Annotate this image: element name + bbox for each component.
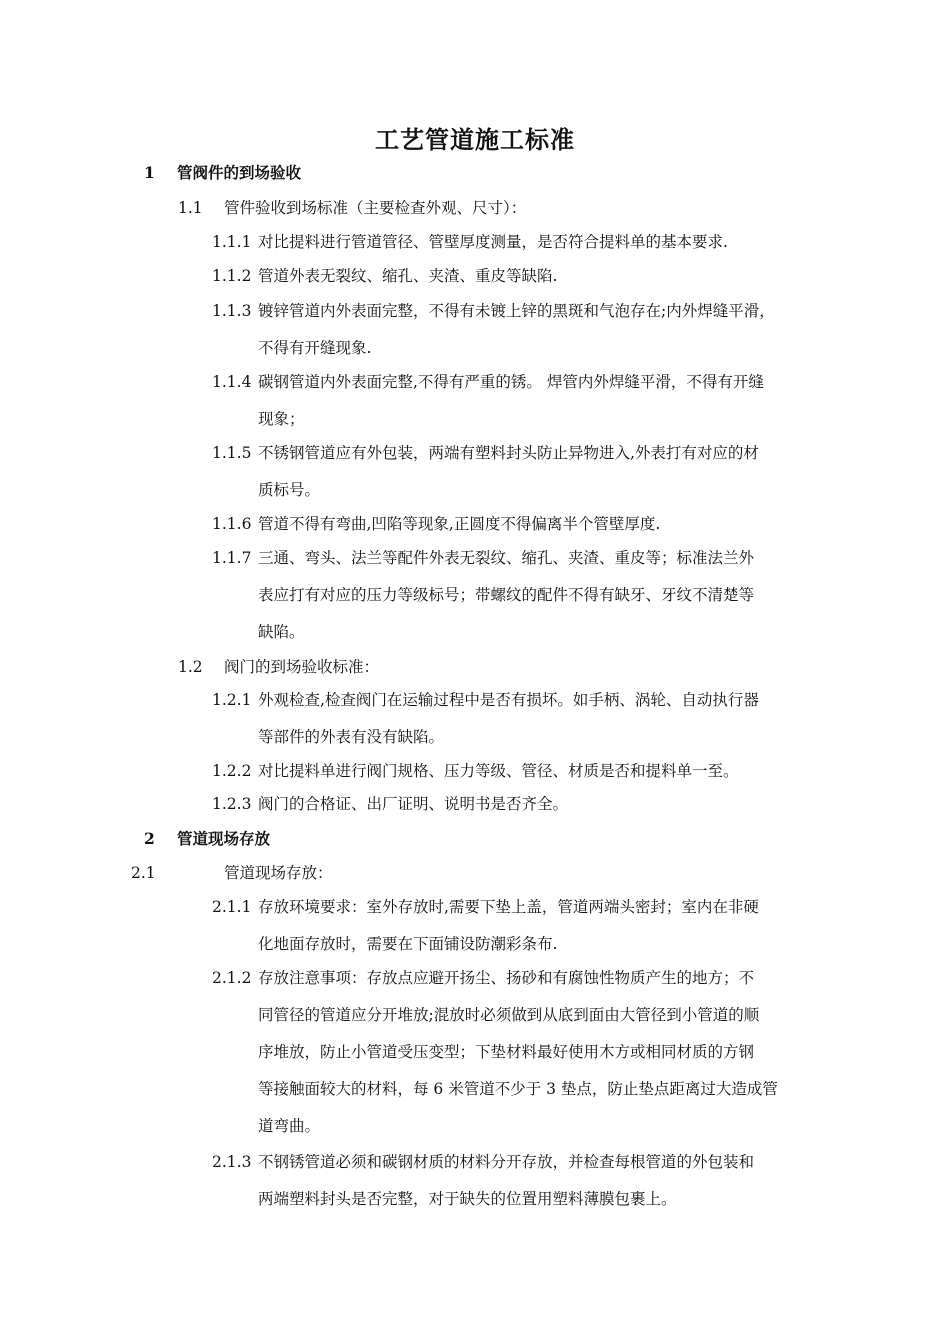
subsection-label: 管件验收到场标准（主要检查外观、尺寸）： (224, 199, 527, 217)
item-text-continuation: 等接触面较大的材料，每 6 米管道不少于 3 垫点，防止垫点距离过大造成管 (258, 1080, 778, 1098)
item-text-continuation: 道弯曲。 (258, 1117, 321, 1135)
item-text-continuation: 等部件的外表有没有缺陷。 (258, 728, 445, 746)
section-label: 管道现场存放 (177, 829, 271, 848)
item-number: 1.1.5 (212, 444, 252, 462)
subsection-number: 1.1 (178, 199, 203, 217)
subsection-number: 1.2 (178, 658, 203, 676)
item-text: 镀锌管道内外表面完整，不得有未镀上锌的黑斑和气泡存在;内外焊缝平滑， (258, 302, 775, 320)
item-text-continuation: 质标号。 (258, 481, 321, 499)
item-text-continuation: 同管径的管道应分开堆放;混放时必须做到从底到面由大管径到小管道的顺 (258, 1006, 760, 1024)
item-text-continuation: 现象； (258, 410, 305, 428)
item-text: 阀门的合格证、出厂证明、说明书是否齐全。 (258, 795, 569, 813)
item-text-continuation: 化地面存放时，需要在下面铺设防潮彩条布. (258, 935, 558, 953)
document-title: 工艺管道施工标准 (375, 125, 575, 154)
item-text: 外观检查,检查阀门在运输过程中是否有损坏。如手柄、涡轮、自动执行器 (258, 691, 759, 709)
item-number: 1.1.4 (212, 373, 252, 391)
item-text-continuation: 缺陷。 (258, 623, 305, 641)
item-text: 管道不得有弯曲,凹陷等现象,正圆度不得偏离半个管壁厚度. (258, 515, 661, 533)
item-text: 对比提料进行管道管径、管壁厚度测量，是否符合提料单的基本要求. (258, 233, 728, 251)
subsection-label: 管道现场存放： (224, 864, 333, 882)
item-number: 2.1.1 (212, 898, 252, 916)
item-number: 1.1.1 (212, 233, 252, 251)
item-number: 1.1.6 (212, 515, 252, 533)
item-number: 1.2.3 (212, 795, 252, 813)
subsection-number: 2.1 (131, 864, 156, 882)
item-text: 对比提料单进行阀门规格、压力等级、管径、材质是否和提料单一至。 (258, 762, 739, 780)
item-text-continuation: 不得有开缝现象. (258, 339, 372, 357)
item-number: 1.2.2 (212, 762, 252, 780)
item-text-continuation: 表应打有对应的压力等级标号；带螺纹的配件不得有缺牙、牙纹不清楚等 (258, 586, 755, 604)
section-number: 2 (144, 829, 155, 848)
item-number: 1.1.7 (212, 549, 252, 567)
item-text: 不锈钢管道应有外包装，两端有塑料封头防止异物进入,外表打有对应的材 (258, 444, 759, 462)
item-number: 1.2.1 (212, 691, 252, 709)
subsection-label: 阀门的到场验收标准： (224, 658, 380, 676)
item-text-continuation: 序堆放，防止小管道受压变型；下垫材料最好使用木方或相同材质的方钢 (258, 1043, 755, 1061)
item-text: 三通、弯头、法兰等配件外表无裂纹、缩孔、夹渣、重皮等；标准法兰外 (258, 549, 755, 567)
item-text: 存放环境要求：室外存放时,需要下垫上盖，管道两端头密封；室内在非硬 (258, 898, 759, 916)
item-text: 碳钢管道内外表面完整,不得有严重的锈。 焊管内外焊缝平滑，不得有开缝 (258, 373, 764, 391)
item-number: 2.1.3 (212, 1153, 252, 1171)
item-number: 2.1.2 (212, 969, 252, 987)
item-text: 不钢锈管道必须和碳钢材质的材料分开存放，并检查每根管道的外包装和 (258, 1153, 755, 1171)
section-label: 管阀件的到场验收 (177, 163, 302, 182)
item-text-continuation: 两端塑料封头是否完整，对于缺失的位置用塑料薄膜包裹上。 (258, 1190, 677, 1208)
section-number: 1 (144, 163, 155, 182)
item-text: 存放注意事项：存放点应避开扬尘、扬砂和有腐蚀性物质产生的地方；不 (258, 969, 755, 987)
item-number: 1.1.2 (212, 267, 252, 285)
item-text: 管道外表无裂纹、缩孔、夹渣、重皮等缺陷. (258, 267, 558, 285)
item-number: 1.1.3 (212, 302, 252, 320)
